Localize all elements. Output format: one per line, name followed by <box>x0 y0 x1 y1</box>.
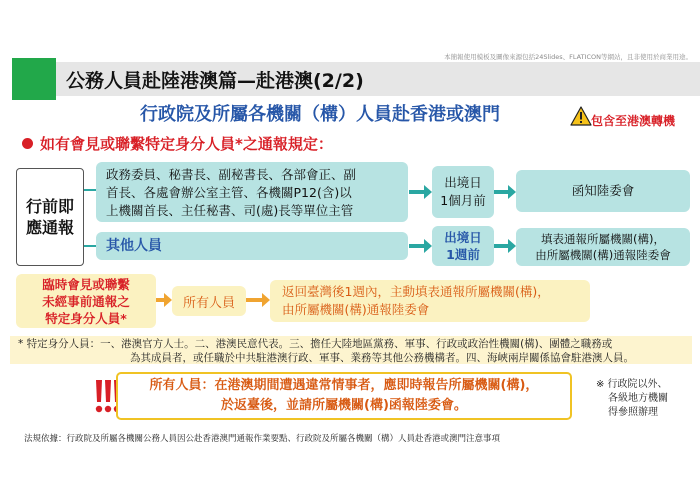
note-line: * 特定身分人員：一、港澳官方人士。二、港澳民意代表。三、擔任大陸地區黨務、軍事、行政或政治性機關(構)、團體之職務或 <box>18 338 613 350</box>
unplanned-line: 臨時會見或聯繫 <box>42 276 130 292</box>
section-heading: 如有會見或聯繫特定身分人員*之通報規定： <box>40 135 333 153</box>
page-title: 公務人員赴陸港澳篇—赴港澳(2/2) <box>66 70 364 92</box>
note-line: 為其成員者，或任職於中共駐港澳行政、軍事、業務等其他公務機構者。四、海峽兩岸關係協會駐港澳人員。 <box>130 352 634 364</box>
credit-text: 本簡報使用模板及圖像來源包括24Slides、FLATICON等網站，且非使用於商業用途。 <box>444 53 692 61</box>
warn-badge-text: 包含至港澳轉機 <box>591 114 676 128</box>
special-identity-note <box>10 336 692 364</box>
senior-officials-box <box>96 162 408 222</box>
group-line: 上機關首長、主任秘書、司(處)長等單位主管 <box>106 203 354 218</box>
timing-1-week-box <box>432 226 494 266</box>
other-staff-label: 其他人員 <box>106 238 162 254</box>
action-line: 填表通報所屬機關(構)， <box>541 232 665 246</box>
group-line: 政務委員、秘書長、副秘書長、各部會正、副 <box>106 167 357 182</box>
unplanned-contact-box <box>16 274 156 328</box>
side-note <box>596 378 696 420</box>
side-note-line: ※ 行政院以外、 <box>596 379 668 390</box>
unplanned-line: 未經事前通報之 <box>42 293 130 309</box>
action-notify-mac-box <box>516 170 690 212</box>
action-line: 由所屬機關(構)通報陸委會 <box>535 248 671 262</box>
timing-line: 1週前 <box>446 247 480 262</box>
timing-line: 出境日 <box>444 175 482 190</box>
alert-line: 於返臺後，並請所屬機關(構)函報陸委會。 <box>221 398 467 413</box>
side-note-line: 得參照辦理 <box>608 407 658 418</box>
action-text: 函知陸委會 <box>571 183 635 198</box>
advance-notice-line2: 應通報 <box>25 218 74 237</box>
return-report-box <box>270 280 590 322</box>
return-line: 由所屬機關(構)通報陸委會 <box>282 302 430 317</box>
subtitle: 行政院及所屬各機關（構）人員赴香港或澳門 <box>140 104 500 125</box>
advance-notice-line1: 行前即 <box>25 197 74 216</box>
timing-line: 出境日 <box>444 230 482 245</box>
side-note-line: 各級地方機關 <box>608 393 668 404</box>
incident-alert-box <box>116 372 572 420</box>
unplanned-line: 特定身分人員* <box>45 310 127 326</box>
all-staff-label: 所有人員 <box>182 295 235 311</box>
group-line: 首長、各處會辦公室主管、各機關P12(含)以 <box>106 185 352 200</box>
timing-1-month-box <box>432 166 494 218</box>
other-staff-box <box>96 232 408 260</box>
alert-line: 所有人員：在港澳期間遭遇違常情事者，應即時報告所屬機關(構)， <box>149 378 539 393</box>
action-report-agency-box <box>516 228 690 266</box>
return-line: 返回臺灣後1週內，主動填表通報所屬機關(構)， <box>282 284 550 299</box>
legal-basis: 法規依據：行政院及所屬各機關公務人員因公赴香港澳門通報作業要點、行政院及所屬各機關（構）人員赴香港或澳門注意事項 <box>24 434 501 444</box>
timing-line: 1個月前 <box>440 193 486 208</box>
all-staff-box <box>172 286 246 316</box>
